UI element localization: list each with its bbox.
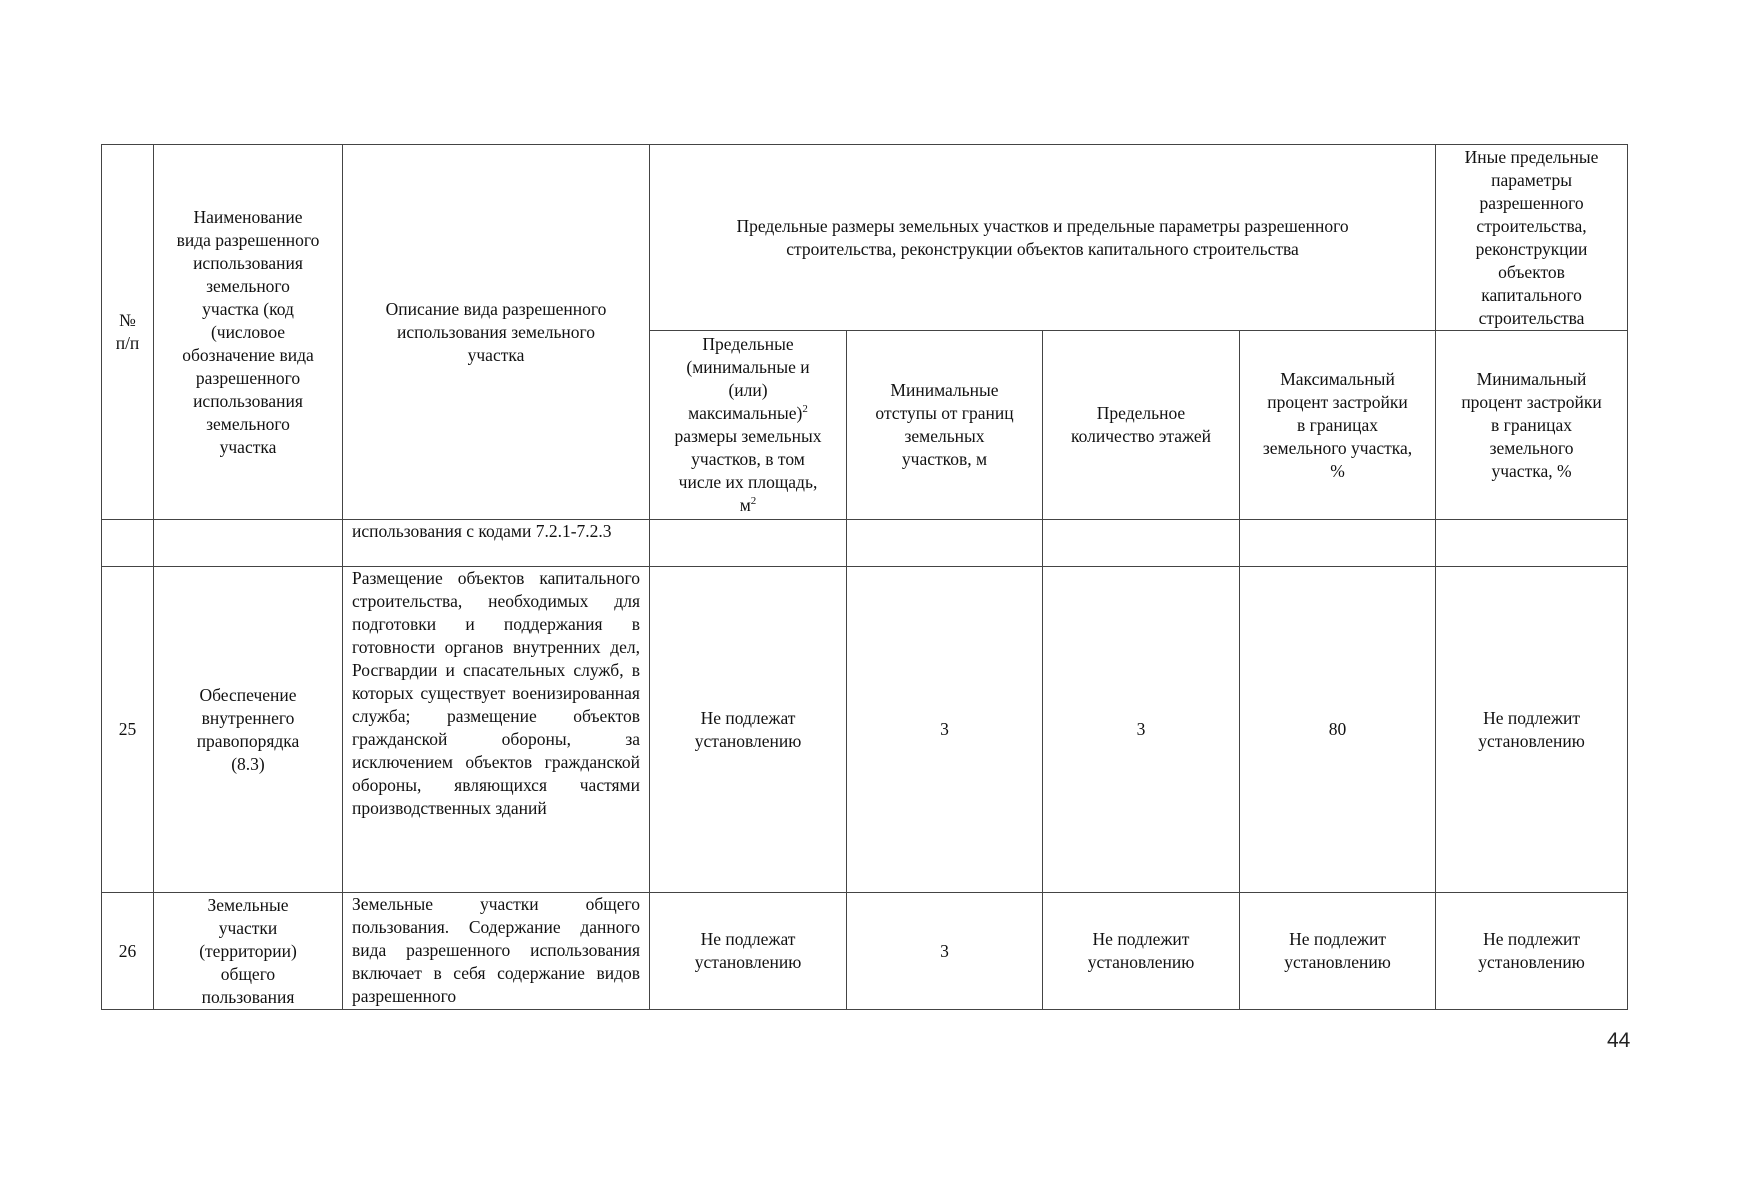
header-floors: Предельное количество этажей: [1043, 331, 1240, 520]
header-plot-size-unit-exponent: 2: [750, 495, 757, 508]
page-number: 44: [1607, 1029, 1631, 1052]
row-max-coverage: 80: [1240, 567, 1436, 893]
table-row: [102, 567, 1628, 893]
table-row: [102, 520, 1628, 567]
row-use-name: Земельные участки (территории) общего пользования: [154, 893, 343, 1010]
row-plot-size: Не подлежат установлению: [650, 893, 847, 1010]
header-setbacks: Минимальные отступы от границ земельных участков, м: [847, 331, 1043, 520]
header-plot-size-rest: размеры земельных участков, в том числе их площадь, м: [674, 426, 822, 515]
row-plot-size: [650, 520, 847, 567]
header-other-params: Иные предельные параметры разрешенного строительства, реконструкции объектов капитального строительства: [1436, 145, 1628, 331]
row-use-name: Обеспечение внутреннего правопорядка (8.3): [154, 567, 343, 893]
row-setbacks: 3: [847, 567, 1043, 893]
header-limits-group: Предельные размеры земельных участков и предельные параметры разрешенного строительства, реконструкции объектов капитального строительства: [650, 145, 1436, 331]
header-row-top: [102, 145, 1628, 331]
header-plot-size: [650, 331, 847, 520]
row-min-coverage: Не подлежит установлению: [1436, 567, 1628, 893]
row-min-coverage: [1436, 520, 1628, 567]
header-min-coverage: Минимальный процент застройки в границах земельного участка, %: [1436, 331, 1628, 520]
row-max-coverage: [1240, 520, 1436, 567]
row-floors: Не подлежит установлению: [1043, 893, 1240, 1010]
row-setbacks: [847, 520, 1043, 567]
header-max-coverage: Максимальный процент застройки в границах земельного участка, %: [1240, 331, 1436, 520]
row-use-description: использования с кодами 7.2.1-7.2.3: [343, 520, 650, 567]
header-plot-size-footnote: 2: [802, 403, 808, 416]
row-max-coverage: Не подлежит установлению: [1240, 893, 1436, 1010]
header-use-description: Описание вида разрешенного использования земельного участка: [343, 145, 650, 520]
row-floors: [1043, 520, 1240, 567]
land-use-table: [101, 144, 1628, 1010]
row-use-description: Размещение объектов капитального строительства, необходимых для подготовки и поддержания в готовности органов внутренних дел, Росгвардии и спасательных служб, в которых существует военизированная служба; размещение объектов гражданской обороны, за исключением объектов гражданской обороны, являющихся частями производственных зданий: [343, 567, 650, 893]
row-floors: 3: [1043, 567, 1240, 893]
row-setbacks: 3: [847, 893, 1043, 1010]
row-plot-size: Не подлежат установлению: [650, 567, 847, 893]
row-use-name: [154, 520, 343, 567]
row-use-description: Земельные участки общего пользования. Содержание данного вида разрешенного использования включает в себя содержание видов разрешенного: [343, 893, 650, 1010]
header-use-name: Наименование вида разрешенного использования земельного участка (код (числовое обозначение вида разрешенного использования земельного участка: [154, 145, 343, 520]
row-min-coverage: Не подлежит установлению: [1436, 893, 1628, 1010]
table-row: [102, 893, 1628, 1010]
row-number: 26: [102, 893, 154, 1010]
row-number: 25: [102, 567, 154, 893]
header-plot-size-main: Предельные (минимальные и (или) максимальные): [686, 334, 810, 423]
header-number: № п/п: [102, 145, 154, 520]
row-number: [102, 520, 154, 567]
